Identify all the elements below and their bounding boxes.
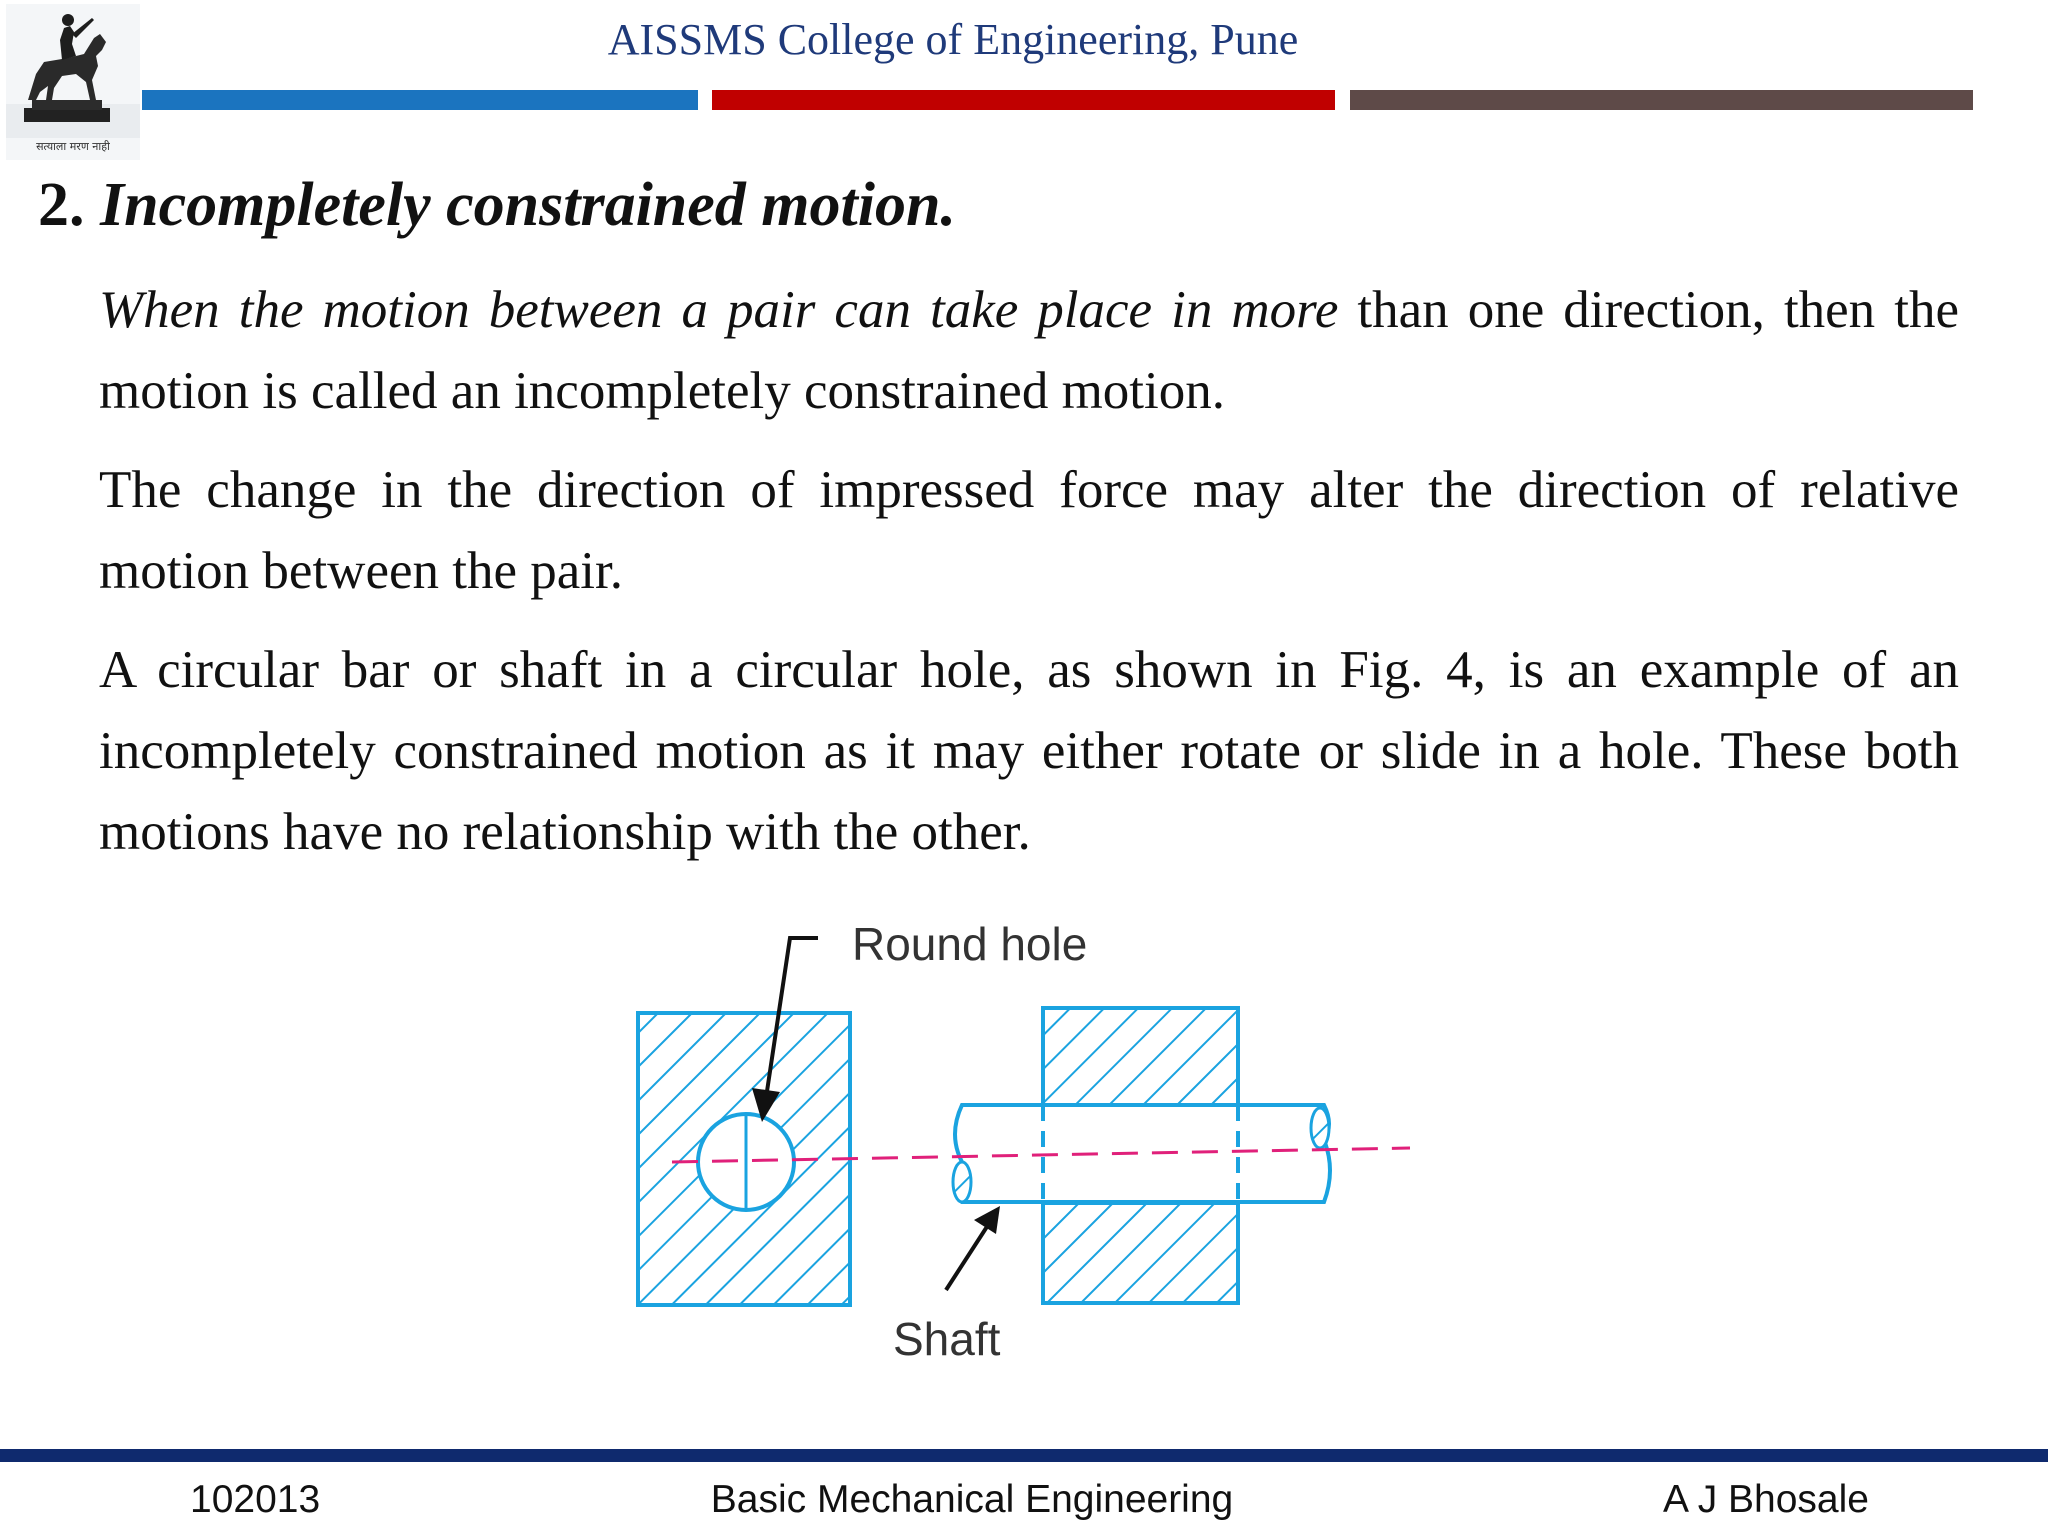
- header-bar-blue: [142, 90, 698, 110]
- footer-author: A J Bhosale: [1663, 1478, 1869, 1521]
- footer-divider: [0, 1449, 2048, 1462]
- heading-title: Incompletely constrained motion.: [100, 171, 956, 239]
- shaft-arrow: [946, 1206, 1000, 1290]
- figure-shaft-in-hole: [600, 900, 1440, 1380]
- header-bar-brown: [1350, 90, 1973, 110]
- paragraph-definition-rest: than one direction, then the motion is called an incompletely constrained motion.: [99, 281, 1959, 420]
- institution-title: AISSMS College of Engineering, Pune: [607, 15, 1299, 64]
- paragraph-example: A circular bar or shaft in a circular hole, as shown in Fig. 4, is an example of an incompletely constrained motion as it may either rotate or slide in a hole. These both motions have no relationship with the other.: [99, 641, 1959, 861]
- label-round-hole: Round hole: [852, 918, 1088, 970]
- footer-course-name: Basic Mechanical Engineering: [710, 1478, 1234, 1521]
- left-block: [638, 1013, 850, 1305]
- shaft: [953, 1105, 1330, 1202]
- label-shaft: Shaft: [893, 1313, 1001, 1365]
- footer-course-code: 102013: [190, 1478, 321, 1521]
- paragraph-definition-italic: When the motion between a pair can take place in more: [99, 281, 1339, 339]
- logo-motto: सत्याला मरण नाही: [36, 140, 110, 153]
- heading-number: 2.: [38, 171, 85, 239]
- slide-heading: [38, 170, 956, 241]
- header-bar-red: [712, 90, 1335, 110]
- paragraph-definition: [99, 270, 1959, 432]
- paragraph-force: The change in the direction of impressed force may alter the direction of relative motion between the pair.: [99, 461, 1959, 600]
